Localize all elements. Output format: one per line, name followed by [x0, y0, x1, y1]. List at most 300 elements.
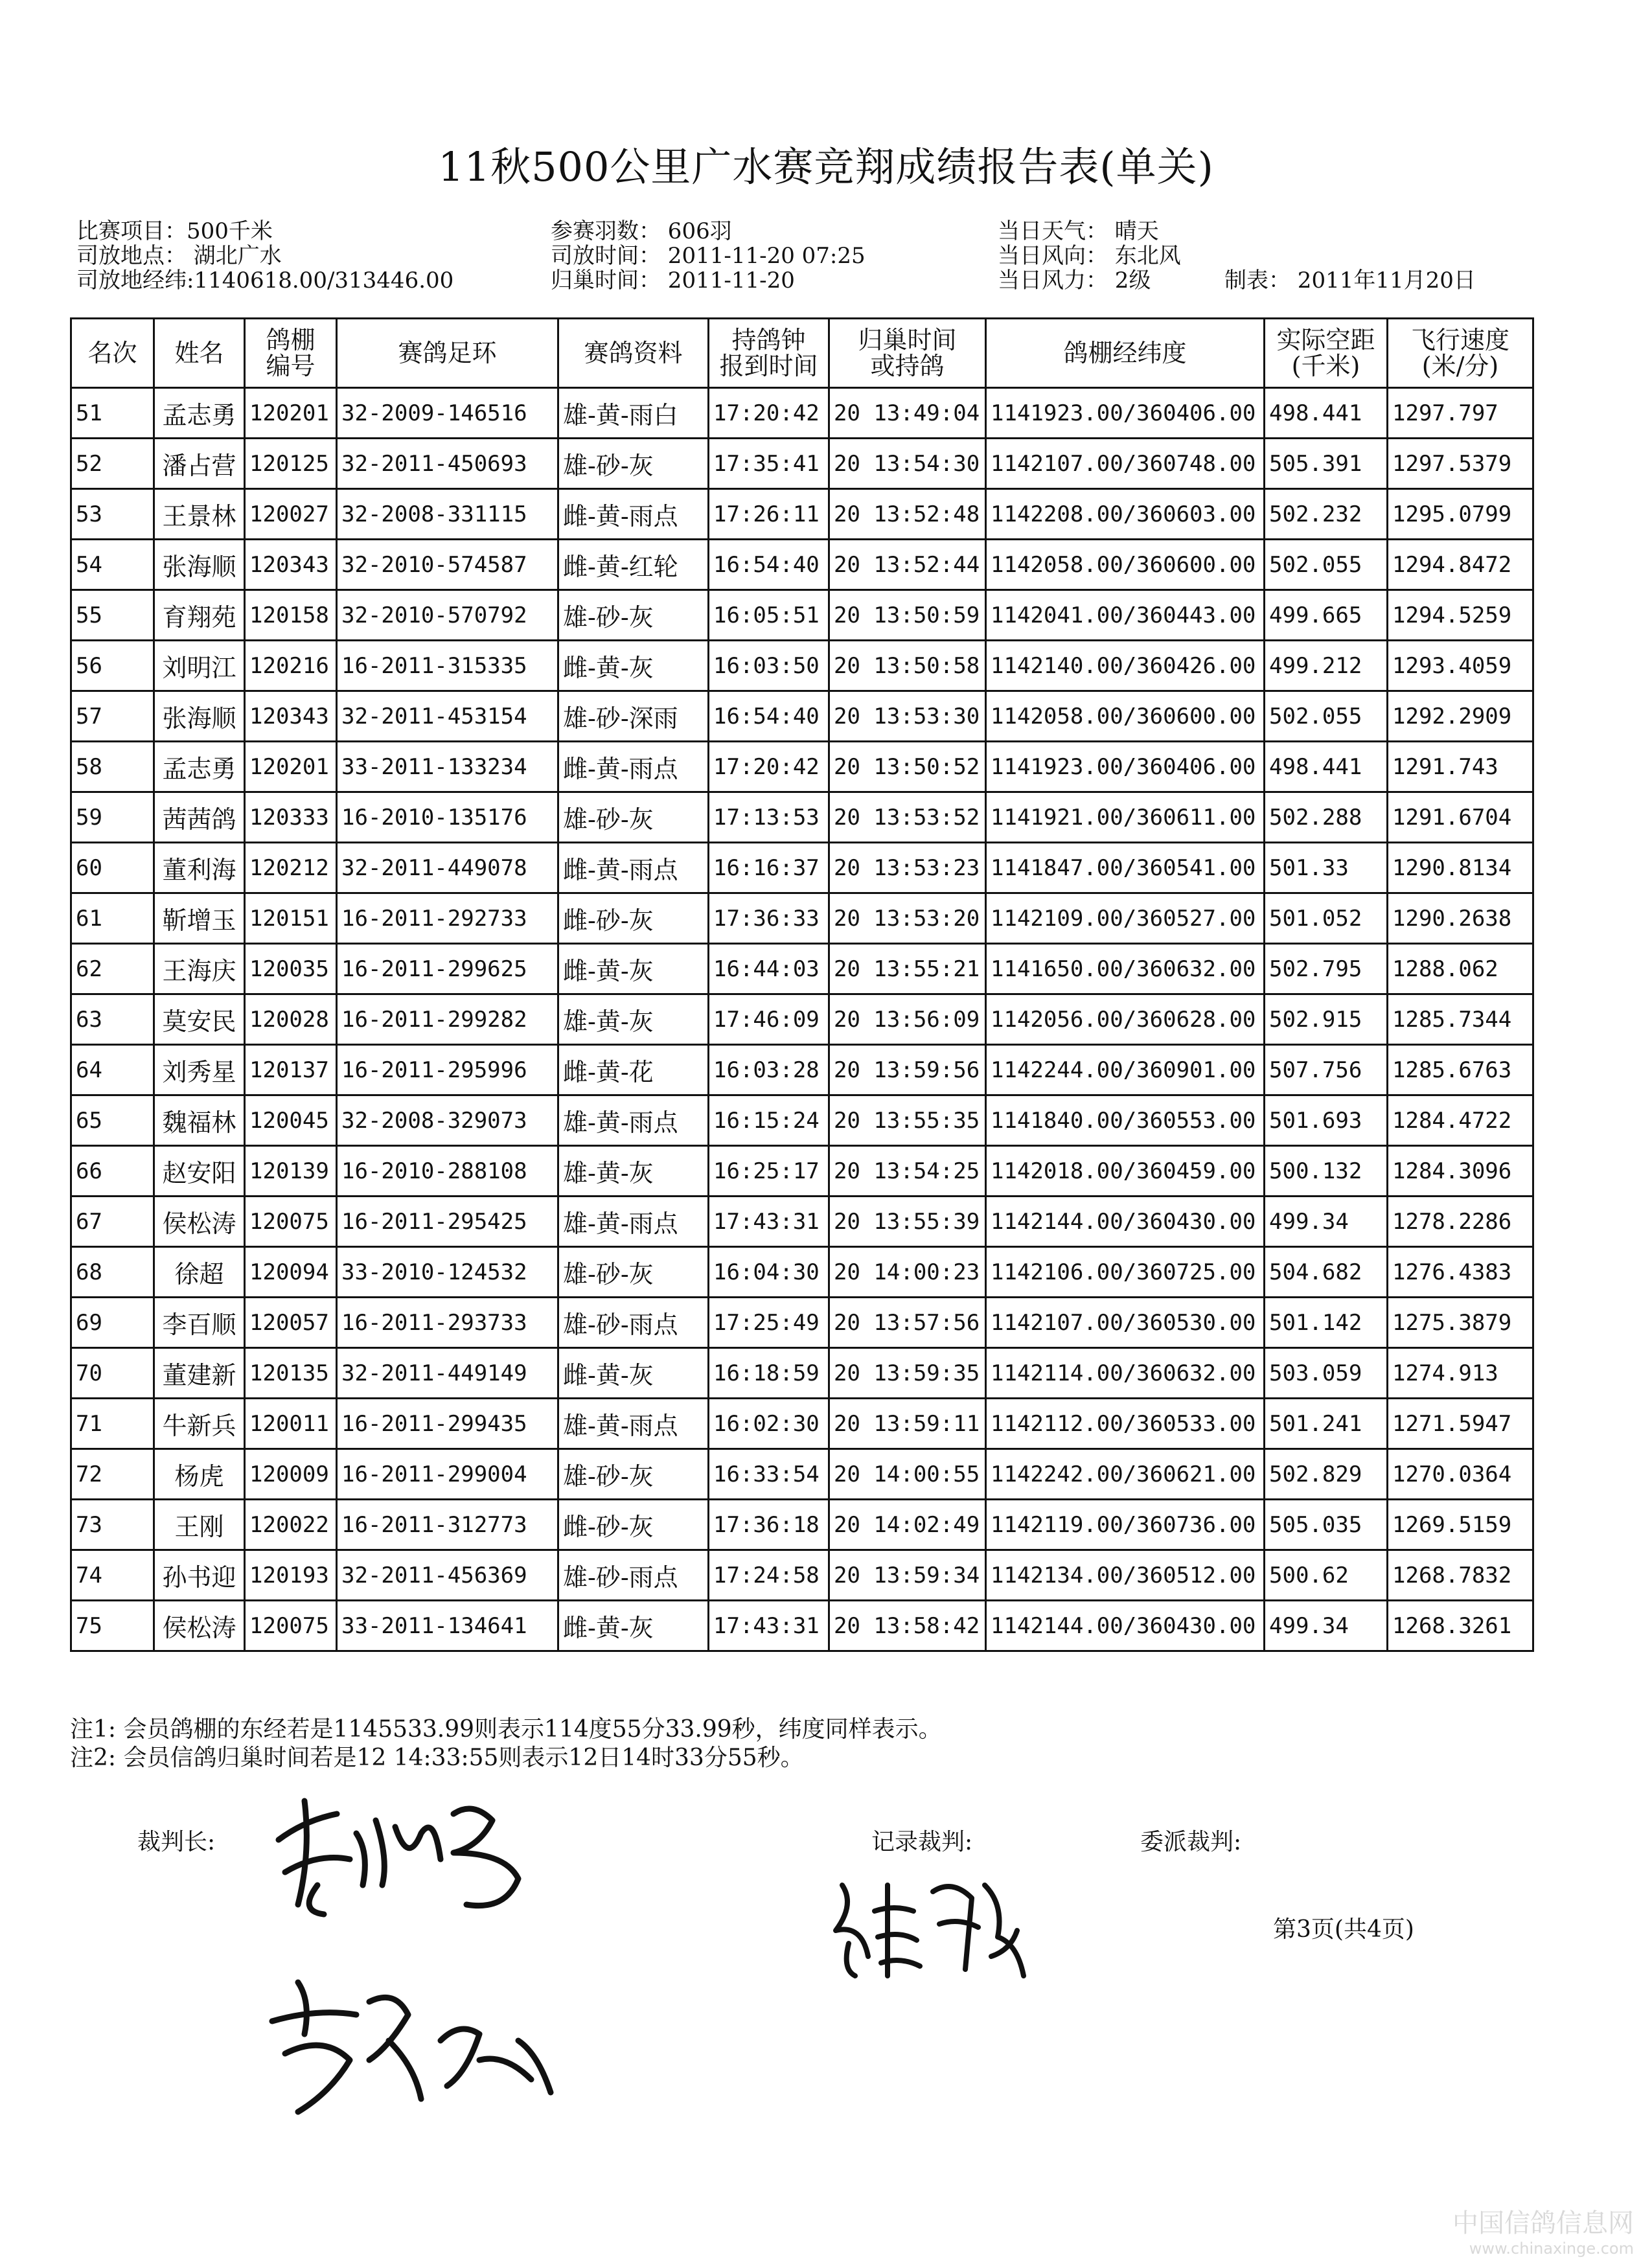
cell-return-time: 20 13:50:58 [829, 641, 986, 691]
cell-name: 莫安民 [154, 994, 245, 1045]
cell-band: 32-2011-449149 [337, 1348, 558, 1399]
cell-speed: 1292.2909 [1388, 691, 1533, 742]
meta-prepared-date: 制表： 2011年11月20日 [1224, 268, 1476, 293]
cell-distance: 502.829 [1265, 1449, 1388, 1500]
cell-bird-info: 雄-砂-深雨 [558, 691, 709, 742]
cell-rank: 63 [71, 994, 154, 1045]
cell-bird-info: 雌-砂-灰 [558, 1500, 709, 1550]
table-row [71, 1146, 1533, 1197]
cell-return-time: 20 13:54:25 [829, 1146, 986, 1197]
table-row [71, 540, 1533, 590]
cell-distance: 505.391 [1265, 439, 1388, 489]
watermark [1452, 2203, 1634, 2258]
meta-release-coordinates: 司放地经纬:1140618.00/313446.00 [76, 268, 454, 293]
cell-coordinates: 1142107.00/360530.00 [986, 1298, 1265, 1348]
cell-loft-id: 120139 [245, 1146, 337, 1197]
cell-return-time: 20 14:02:49 [829, 1500, 986, 1550]
cell-distance: 502.055 [1265, 691, 1388, 742]
cell-bird-info: 雄-砂-灰 [558, 439, 709, 489]
cell-bird-info: 雌-黄-雨点 [558, 489, 709, 540]
cell-clock-time: 16:15:24 [709, 1095, 829, 1146]
table-header-row [71, 319, 1533, 388]
cell-rank: 72 [71, 1449, 154, 1500]
cell-rank: 60 [71, 843, 154, 893]
cell-loft-id: 120151 [245, 893, 337, 944]
cell-band: 32-2011-456369 [337, 1550, 558, 1601]
cell-return-time: 20 13:55:35 [829, 1095, 986, 1146]
chief-judge-signature-1 [259, 1775, 564, 1930]
cell-clock-time: 16:54:40 [709, 540, 829, 590]
cell-rank: 55 [71, 590, 154, 641]
cell-speed: 1297.797 [1388, 388, 1533, 439]
cell-coordinates: 1142058.00/360600.00 [986, 540, 1265, 590]
cell-bird-info: 雄-黄-雨点 [558, 1399, 709, 1449]
cell-bird-info: 雌-黄-雨点 [558, 843, 709, 893]
cell-speed: 1274.913 [1388, 1348, 1533, 1399]
cell-rank: 56 [71, 641, 154, 691]
cell-bird-info: 雄-黄-雨点 [558, 1095, 709, 1146]
cell-return-time: 20 13:57:56 [829, 1298, 986, 1348]
note-2: 注2: 会员信鸽归巢时间若是12 14:33:55则表示12日14时33分55秒。 [70, 1745, 804, 1771]
cell-return-time: 20 13:52:48 [829, 489, 986, 540]
cell-speed: 1290.8134 [1388, 843, 1533, 893]
cell-name: 侯松涛 [154, 1601, 245, 1651]
meta-wind-force: 当日风力： 2级 [998, 268, 1151, 293]
table-row [71, 489, 1533, 540]
table-row [71, 792, 1533, 843]
cell-name: 侯松涛 [154, 1197, 245, 1247]
cell-name: 潘占营 [154, 439, 245, 489]
cell-rank: 66 [71, 1146, 154, 1197]
cell-clock-time: 16:25:17 [709, 1146, 829, 1197]
cell-clock-time: 17:43:31 [709, 1197, 829, 1247]
cell-clock-time: 17:25:49 [709, 1298, 829, 1348]
cell-coordinates: 1142109.00/360527.00 [986, 893, 1265, 944]
cell-coordinates: 1142242.00/360621.00 [986, 1449, 1265, 1500]
cell-coordinates: 1142058.00/360600.00 [986, 691, 1265, 742]
cell-band: 16-2011-299004 [337, 1449, 558, 1500]
cell-coordinates: 1141921.00/360611.00 [986, 792, 1265, 843]
cell-loft-id: 120075 [245, 1197, 337, 1247]
cell-loft-id: 120057 [245, 1298, 337, 1348]
cell-distance: 505.035 [1265, 1500, 1388, 1550]
header-speed: 飞行速度 (米/分) [1388, 319, 1533, 388]
watermark-url: www.chinaxinge.com [1469, 2239, 1634, 2258]
cell-distance: 500.132 [1265, 1146, 1388, 1197]
cell-clock-time: 17:20:42 [709, 742, 829, 792]
cell-loft-id: 120343 [245, 540, 337, 590]
cell-coordinates: 1141847.00/360541.00 [986, 843, 1265, 893]
cell-coordinates: 1141923.00/360406.00 [986, 388, 1265, 439]
cell-bird-info: 雌-黄-灰 [558, 1348, 709, 1399]
cell-clock-time: 17:36:18 [709, 1500, 829, 1550]
cell-rank: 54 [71, 540, 154, 590]
header-rank: 名次 [71, 319, 154, 388]
cell-bird-info: 雌-黄-灰 [558, 641, 709, 691]
cell-name: 张海顺 [154, 691, 245, 742]
cell-rank: 57 [71, 691, 154, 742]
cell-clock-time: 16:03:50 [709, 641, 829, 691]
cell-band: 33-2011-133234 [337, 742, 558, 792]
cell-return-time: 20 13:59:35 [829, 1348, 986, 1399]
meta-weather: 当日天气： 晴天 [998, 218, 1159, 244]
cell-loft-id: 120094 [245, 1247, 337, 1298]
header-return-time: 归巢时间 或持鸽 [829, 319, 986, 388]
cell-speed: 1268.7832 [1388, 1550, 1533, 1601]
cell-name: 茜茜鸽 [154, 792, 245, 843]
cell-return-time: 20 14:00:55 [829, 1449, 986, 1500]
cell-bird-info: 雌-黄-灰 [558, 1601, 709, 1651]
cell-speed: 1270.0364 [1388, 1449, 1533, 1500]
page-number: 第3页(共4页) [1273, 1916, 1414, 1943]
cell-clock-time: 17:43:31 [709, 1601, 829, 1651]
cell-rank: 67 [71, 1197, 154, 1247]
cell-loft-id: 120045 [245, 1095, 337, 1146]
cell-name: 杨虎 [154, 1449, 245, 1500]
cell-distance: 502.288 [1265, 792, 1388, 843]
cell-return-time: 20 13:55:21 [829, 944, 986, 994]
cell-return-time: 20 13:59:34 [829, 1550, 986, 1601]
cell-speed: 1290.2638 [1388, 893, 1533, 944]
cell-clock-time: 16:03:28 [709, 1045, 829, 1095]
cell-coordinates: 1142106.00/360725.00 [986, 1247, 1265, 1298]
header-coordinates: 鸽棚经纬度 [986, 319, 1265, 388]
cell-rank: 64 [71, 1045, 154, 1095]
cell-loft-id: 120135 [245, 1348, 337, 1399]
table-row [71, 1197, 1533, 1247]
cell-speed: 1275.3879 [1388, 1298, 1533, 1348]
meta-release-time: 司放时间： 2011-11-20 07:25 [551, 243, 866, 269]
meta-wind-direction: 当日风向： 东北风 [998, 243, 1181, 269]
cell-loft-id: 120028 [245, 994, 337, 1045]
table-row [71, 994, 1533, 1045]
cell-clock-time: 16:33:54 [709, 1449, 829, 1500]
cell-rank: 74 [71, 1550, 154, 1601]
cell-distance: 507.756 [1265, 1045, 1388, 1095]
cell-speed: 1278.2286 [1388, 1197, 1533, 1247]
cell-bird-info: 雄-黄-灰 [558, 1146, 709, 1197]
cell-loft-id: 120125 [245, 439, 337, 489]
table-row [71, 590, 1533, 641]
cell-speed: 1297.5379 [1388, 439, 1533, 489]
header-distance: 实际空距 (千米) [1265, 319, 1388, 388]
cell-rank: 62 [71, 944, 154, 994]
cell-clock-time: 17:35:41 [709, 439, 829, 489]
meta-column-3 [998, 219, 1181, 293]
cell-name: 王刚 [154, 1500, 245, 1550]
meta-column-1 [76, 219, 453, 293]
cell-return-time: 20 13:59:56 [829, 1045, 986, 1095]
cell-return-time: 20 13:50:52 [829, 742, 986, 792]
cell-name: 张海顺 [154, 540, 245, 590]
cell-band: 16-2011-295425 [337, 1197, 558, 1247]
cell-bird-info: 雄-砂-灰 [558, 792, 709, 843]
cell-band: 33-2011-134641 [337, 1601, 558, 1651]
cell-clock-time: 17:36:33 [709, 893, 829, 944]
cell-bird-info: 雌-砂-灰 [558, 893, 709, 944]
cell-bird-info: 雄-砂-灰 [558, 590, 709, 641]
cell-rank: 59 [71, 792, 154, 843]
cell-name: 孟志勇 [154, 742, 245, 792]
cell-speed: 1294.5259 [1388, 590, 1533, 641]
cell-name: 刘明江 [154, 641, 245, 691]
table-row [71, 1449, 1533, 1500]
cell-distance: 502.795 [1265, 944, 1388, 994]
cell-speed: 1293.4059 [1388, 641, 1533, 691]
cell-bird-info: 雌-黄-雨点 [558, 742, 709, 792]
cell-return-time: 20 13:50:59 [829, 590, 986, 641]
table-row [71, 1247, 1533, 1298]
notes [70, 1715, 942, 1772]
table-row [71, 1045, 1533, 1095]
cell-rank: 53 [71, 489, 154, 540]
cell-coordinates: 1142144.00/360430.00 [986, 1197, 1265, 1247]
cell-rank: 70 [71, 1348, 154, 1399]
cell-loft-id: 120158 [245, 590, 337, 641]
cell-band: 16-2011-293733 [337, 1298, 558, 1348]
cell-return-time: 20 13:49:04 [829, 388, 986, 439]
cell-loft-id: 120035 [245, 944, 337, 994]
cell-return-time: 20 13:53:30 [829, 691, 986, 742]
header-band: 赛鸽足环 [337, 319, 558, 388]
cell-loft-id: 120201 [245, 742, 337, 792]
cell-return-time: 20 13:55:39 [829, 1197, 986, 1247]
cell-rank: 61 [71, 893, 154, 944]
cell-band: 16-2011-315335 [337, 641, 558, 691]
cell-clock-time: 16:05:51 [709, 590, 829, 641]
cell-coordinates: 1142112.00/360533.00 [986, 1399, 1265, 1449]
cell-speed: 1276.4383 [1388, 1247, 1533, 1298]
cell-distance: 498.441 [1265, 742, 1388, 792]
cell-band: 16-2011-299435 [337, 1399, 558, 1449]
header-name: 姓名 [154, 319, 245, 388]
meta-column-2 [551, 219, 866, 293]
cell-return-time: 20 13:54:30 [829, 439, 986, 489]
cell-name: 徐超 [154, 1247, 245, 1298]
cell-coordinates: 1142119.00/360736.00 [986, 1500, 1265, 1550]
cell-distance: 499.34 [1265, 1197, 1388, 1247]
table-row [71, 742, 1533, 792]
cell-return-time: 20 13:56:09 [829, 994, 986, 1045]
cell-bird-info: 雄-砂-雨点 [558, 1550, 709, 1601]
cell-return-time: 20 13:58:42 [829, 1601, 986, 1651]
table-row [71, 641, 1533, 691]
cell-name: 孙书迎 [154, 1550, 245, 1601]
cell-distance: 501.142 [1265, 1298, 1388, 1348]
meta-release-location: 司放地点： 湖北广水 [76, 243, 282, 269]
cell-rank: 52 [71, 439, 154, 489]
watermark-name: 中国信鸽信息网 [1452, 2208, 1634, 2238]
cell-bird-info: 雄-黄-雨白 [558, 388, 709, 439]
cell-band: 32-2009-146516 [337, 388, 558, 439]
cell-distance: 501.052 [1265, 893, 1388, 944]
cell-coordinates: 1142140.00/360426.00 [986, 641, 1265, 691]
cell-clock-time: 16:54:40 [709, 691, 829, 742]
cell-loft-id: 120193 [245, 1550, 337, 1601]
table-row [71, 1348, 1533, 1399]
cell-band: 16-2011-312773 [337, 1500, 558, 1550]
cell-rank: 69 [71, 1298, 154, 1348]
cell-loft-id: 120216 [245, 641, 337, 691]
results-table [70, 317, 1534, 1652]
meta-return-time: 归巢时间： 2011-11-20 [551, 268, 795, 293]
cell-coordinates: 1142144.00/360430.00 [986, 1601, 1265, 1651]
cell-speed: 1285.6763 [1388, 1045, 1533, 1095]
table-row [71, 1550, 1533, 1601]
cell-speed: 1291.6704 [1388, 792, 1533, 843]
chief-judge-label: 裁判长: [137, 1829, 216, 1855]
cell-bird-info: 雄-砂-灰 [558, 1247, 709, 1298]
meta-entry-count: 参赛羽数： 606羽 [551, 218, 732, 244]
cell-loft-id: 120009 [245, 1449, 337, 1500]
cell-loft-id: 120011 [245, 1399, 337, 1449]
cell-clock-time: 17:46:09 [709, 994, 829, 1045]
header-bird-info: 赛鸽资料 [558, 319, 709, 388]
cell-distance: 501.33 [1265, 843, 1388, 893]
cell-loft-id: 120343 [245, 691, 337, 742]
cell-band: 16-2011-292733 [337, 893, 558, 944]
cell-coordinates: 1141650.00/360632.00 [986, 944, 1265, 994]
cell-name: 赵安阳 [154, 1146, 245, 1197]
cell-clock-time: 16:44:03 [709, 944, 829, 994]
cell-return-time: 20 13:59:11 [829, 1399, 986, 1449]
cell-distance: 499.665 [1265, 590, 1388, 641]
cell-band: 16-2010-288108 [337, 1146, 558, 1197]
cell-distance: 499.212 [1265, 641, 1388, 691]
cell-distance: 500.62 [1265, 1550, 1388, 1601]
cell-name: 靳增玉 [154, 893, 245, 944]
cell-clock-time: 17:13:53 [709, 792, 829, 843]
table-row [71, 944, 1533, 994]
cell-distance: 502.915 [1265, 994, 1388, 1045]
appointed-judge-label: 委派裁判: [1140, 1829, 1242, 1855]
cell-loft-id: 120137 [245, 1045, 337, 1095]
cell-loft-id: 120022 [245, 1500, 337, 1550]
cell-band: 16-2011-295996 [337, 1045, 558, 1095]
cell-clock-time: 17:24:58 [709, 1550, 829, 1601]
cell-coordinates: 1141840.00/360553.00 [986, 1095, 1265, 1146]
cell-distance: 502.055 [1265, 540, 1388, 590]
cell-rank: 71 [71, 1399, 154, 1449]
cell-return-time: 20 13:53:20 [829, 893, 986, 944]
cell-coordinates: 1142244.00/360901.00 [986, 1045, 1265, 1095]
table-row [71, 893, 1533, 944]
cell-clock-time: 16:04:30 [709, 1247, 829, 1298]
cell-rank: 65 [71, 1095, 154, 1146]
cell-coordinates: 1142056.00/360628.00 [986, 994, 1265, 1045]
table-row [71, 1095, 1533, 1146]
cell-clock-time: 16:18:59 [709, 1348, 829, 1399]
table-row [71, 1399, 1533, 1449]
cell-band: 32-2011-449078 [337, 843, 558, 893]
cell-distance: 499.34 [1265, 1601, 1388, 1651]
table-row [71, 388, 1533, 439]
table-row [71, 1298, 1533, 1348]
cell-coordinates: 1142134.00/360512.00 [986, 1550, 1265, 1601]
cell-speed: 1288.062 [1388, 944, 1533, 994]
cell-band: 32-2008-329073 [337, 1095, 558, 1146]
cell-loft-id: 120075 [245, 1601, 337, 1651]
table-row [71, 691, 1533, 742]
cell-return-time: 20 13:53:52 [829, 792, 986, 843]
cell-clock-time: 16:16:37 [709, 843, 829, 893]
table-row [71, 843, 1533, 893]
cell-coordinates: 1141923.00/360406.00 [986, 742, 1265, 792]
cell-speed: 1295.0799 [1388, 489, 1533, 540]
cell-loft-id: 120212 [245, 843, 337, 893]
cell-return-time: 20 14:00:23 [829, 1247, 986, 1298]
cell-loft-id: 120333 [245, 792, 337, 843]
cell-name: 魏福林 [154, 1095, 245, 1146]
cell-bird-info: 雌-黄-花 [558, 1045, 709, 1095]
cell-distance: 501.693 [1265, 1095, 1388, 1146]
cell-rank: 73 [71, 1500, 154, 1550]
cell-speed: 1268.3261 [1388, 1601, 1533, 1651]
cell-band: 33-2010-124532 [337, 1247, 558, 1298]
cell-rank: 51 [71, 388, 154, 439]
cell-name: 牛新兵 [154, 1399, 245, 1449]
cell-coordinates: 1142114.00/360632.00 [986, 1348, 1265, 1399]
cell-speed: 1284.3096 [1388, 1146, 1533, 1197]
cell-band: 32-2010-574587 [337, 540, 558, 590]
cell-band: 16-2011-299625 [337, 944, 558, 994]
meta-race-item: 比赛项目：500千米 [76, 218, 273, 244]
chief-judge-signature-2 [259, 1963, 570, 2125]
cell-name: 李百顺 [154, 1298, 245, 1348]
cell-loft-id: 120201 [245, 388, 337, 439]
cell-coordinates: 1142208.00/360603.00 [986, 489, 1265, 540]
cell-name: 育翔苑 [154, 590, 245, 641]
cell-name: 董利海 [154, 843, 245, 893]
cell-distance: 502.232 [1265, 489, 1388, 540]
cell-coordinates: 1142018.00/360459.00 [986, 1146, 1265, 1197]
cell-bird-info: 雄-黄-雨点 [558, 1197, 709, 1247]
cell-bird-info: 雄-砂-灰 [558, 1449, 709, 1500]
cell-speed: 1294.8472 [1388, 540, 1533, 590]
cell-band: 16-2011-299282 [337, 994, 558, 1045]
table-row [71, 1500, 1533, 1550]
table-row [71, 439, 1533, 489]
cell-distance: 503.059 [1265, 1348, 1388, 1399]
cell-name: 刘秀星 [154, 1045, 245, 1095]
cell-name: 董建新 [154, 1348, 245, 1399]
cell-speed: 1284.4722 [1388, 1095, 1533, 1146]
cell-bird-info: 雌-黄-灰 [558, 944, 709, 994]
header-clock-time: 持鸽钟 报到时间 [709, 319, 829, 388]
cell-clock-time: 16:02:30 [709, 1399, 829, 1449]
cell-return-time: 20 13:53:23 [829, 843, 986, 893]
table-row [71, 1601, 1533, 1651]
cell-rank: 75 [71, 1601, 154, 1651]
note-1: 注1: 会员鸽棚的东经若是1145533.99则表示114度55分33.99秒，纬度同样表示。 [70, 1716, 942, 1743]
cell-bird-info: 雄-砂-雨点 [558, 1298, 709, 1348]
cell-bird-info: 雄-黄-灰 [558, 994, 709, 1045]
cell-coordinates: 1142041.00/360443.00 [986, 590, 1265, 641]
cell-rank: 68 [71, 1247, 154, 1298]
cell-distance: 501.241 [1265, 1399, 1388, 1449]
cell-clock-time: 17:20:42 [709, 388, 829, 439]
cell-band: 16-2010-135176 [337, 792, 558, 843]
cell-speed: 1285.7344 [1388, 994, 1533, 1045]
recording-judge-signature [823, 1866, 1037, 1989]
cell-clock-time: 17:26:11 [709, 489, 829, 540]
cell-coordinates: 1142107.00/360748.00 [986, 439, 1265, 489]
report-title: 11秋500公里广水赛竞翔成绩报告表(单关) [438, 143, 1214, 190]
cell-band: 32-2011-450693 [337, 439, 558, 489]
cell-band: 32-2011-453154 [337, 691, 558, 742]
recording-judge-label: 记录裁判: [871, 1829, 973, 1855]
cell-speed: 1291.743 [1388, 742, 1533, 792]
